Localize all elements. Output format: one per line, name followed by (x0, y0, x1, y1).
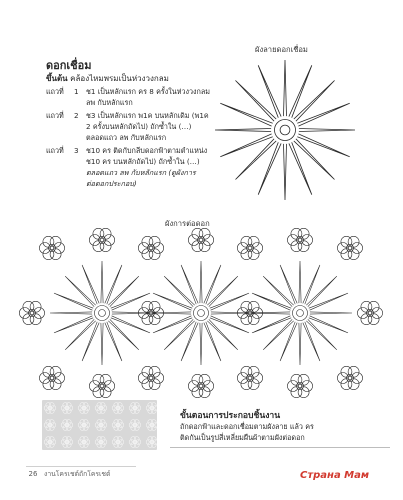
start-step-label: ขึ้นต้น (46, 74, 68, 83)
watermark: Страна Мам (300, 470, 370, 481)
row-1-line-1: ช1 เป็นหลักแรก คร 8 ครั้งในห่วงวงกลม (86, 87, 211, 96)
row-2-line-2: 2 ครั้งบนหลักถัดไป) ถักซ้ำใน (…) (86, 122, 192, 131)
diagram-label-top: ผังลายดอกเชื่อม (255, 45, 308, 54)
row-2-label: แถวที่ (46, 111, 64, 120)
row-1-line-2: ลพ กับหลักแรก (86, 98, 133, 107)
assembled-piece-photo (42, 400, 157, 450)
footer-divider (26, 466, 136, 467)
footer-title: งานโครเชต์ถักโครเชต์ (44, 470, 111, 478)
row-2-num: 2 (74, 111, 79, 120)
row-2-line-3: ตลอดแถว ลพ กับหลักแรก (86, 133, 167, 142)
joining-flower-chart (210, 55, 360, 205)
assembly-line-1: ถักดอกฟ้าและดอกเชื่อมตามผังลาย แล้ว คร (180, 422, 314, 431)
section-title: ดอกเชื่อม (46, 59, 92, 72)
row-3-num: 3 (74, 146, 79, 155)
row-3-label: แถวที่ (46, 146, 64, 155)
row-3-line-4: ต่อดอกประกอบ) (86, 179, 137, 188)
divider (170, 447, 390, 448)
diagram-label-mid: ผังการต่อดอก (165, 219, 210, 228)
row-2-line-1: ช3 เป็นหลักแรก พ1ค บนหลักเดิม (พ1ค (86, 111, 209, 120)
row-3-line-3: ตลอดแถว ลพ กับหลักแรก (ดูผังการ (86, 168, 196, 177)
assembly-layout-chart (10, 228, 393, 398)
start-step (46, 72, 169, 85)
assembly-steps-text (180, 421, 314, 443)
assembly-line-2: ติดกันเป็นรูปสี่เหลี่ยมผืนผ้าตามผังต่อดอก (180, 433, 305, 442)
start-step-text: คล้องไหมพรมเป็นห่วงวงกลม (70, 74, 169, 83)
assembly-steps-title: ขั้นตอนการประกอบชิ้นงาน (180, 411, 281, 421)
row-1-num: 1 (74, 87, 79, 96)
row-1-label: แถวที่ (46, 87, 64, 96)
row-3-line-1: ช10 คร ติดกับกลีบดอกฟ้าตามตำแหน่ง (86, 146, 208, 155)
page-number: 26 (28, 470, 38, 478)
row-3-line-2: ช10 คร บนหลักถัดไป) ถักซ้ำใน (…) (86, 157, 200, 166)
